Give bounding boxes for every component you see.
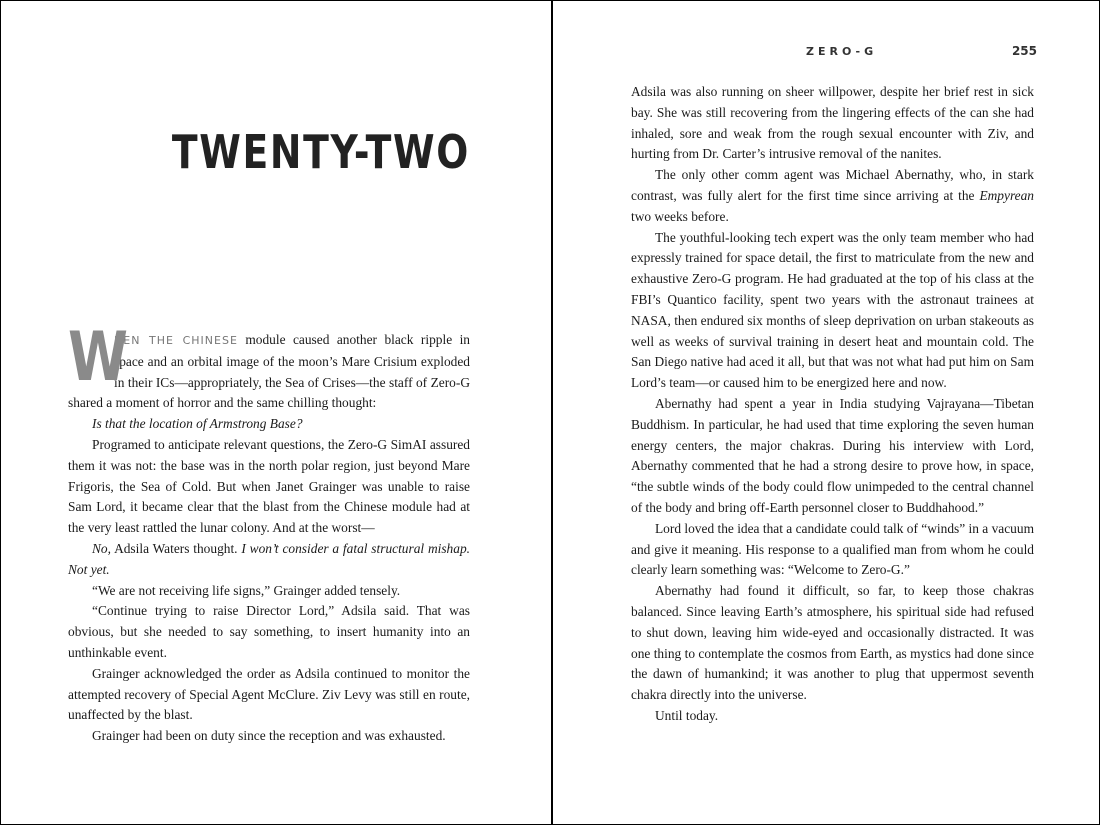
- narration: two weeks before.: [631, 208, 729, 224]
- narration: Adsila Waters thought.: [110, 540, 242, 556]
- drop-cap: W: [68, 318, 129, 397]
- left-body-text: [68, 318, 470, 747]
- page-number: 255: [1011, 44, 1037, 58]
- left-page: [1, 1, 551, 824]
- chapter-title-wrap: [1, 125, 473, 189]
- narration: The only other comm agent was Michael Abernathy, who, in stark contrast, was fully alert for the first time since arriving at the: [631, 167, 1034, 203]
- ship-name: Empyrean: [979, 187, 1034, 203]
- italic-thought: Is that the location of Armstrong Base?: [92, 416, 303, 432]
- opening-paragraph: [68, 318, 470, 414]
- right-body-text: [631, 82, 1034, 727]
- opening-smallcaps: HEN THE CHINESE: [114, 334, 238, 347]
- running-head: ZERO-G: [806, 45, 878, 58]
- paragraph: The youthful-looking tech expert was the only team member who had expressly trained for space detail, the first to matriculate from the new and exhaustive Zero-G program. He had graduated at the top of his class at the FBI’s Quantico facility, spent two years with the astronaut trainees at NASA, then endured six months of sleep deprivation on urban stakeouts as well as weeks of survival training in desert heat and mountain cold. The San Diego native had aced it all, but that was not what had put him on Sam Lord’s team—or caused him to be energized here and now.: [631, 229, 1034, 391]
- paragraph: Grainger had been on duty since the reception and was exhausted.: [92, 728, 446, 744]
- opening-text: module caused another black ripple in space and an orbital image of the moon’s Mare Crisium exploded in their ICs—appropriately, the Sea of Crises—the staff of Zero-G shared a moment of horror and the same chilling thought:: [68, 332, 470, 411]
- paragraph: Adsila was also running on sheer willpower, despite her brief rest in sick bay. She was still recovering from the lingering effects of the can she had inhaled, sore and weak from the rough sexual encounter with Ziv, and hurting from Dr. Carter’s intrusive removal of the nanites.: [631, 84, 1034, 162]
- paragraph: “We are not receiving life signs,” Grainger added tensely.: [92, 582, 401, 598]
- paragraph: [68, 414, 470, 435]
- paragraph: “Continue trying to raise Director Lord,” Adsila said. That was obvious, but she needed to say something, to insert humanity into an unthinkable event.: [68, 603, 470, 660]
- paragraph: Abernathy had found it difficult, so far, to keep those chakras balanced. Since leaving Earth’s atmosphere, his spiritual side had refused to shut down, leaving him wide-eyed and occasionally distracted. It was one thing to contemplate the cosmos from Earth, as mystics had done since the dawn of humankind; it was another to plug that uppermost seventh chakra directly into the universe.: [631, 583, 1034, 703]
- italic-thought: I won’t consider a fatal structural mishap. Not yet.: [68, 540, 470, 577]
- italic-no: No,: [92, 540, 111, 556]
- paragraph: Programed to anticipate relevant questions, the Zero-G SimAI assured them it was not: the base was in the north polar region, just beyond Mare Frigoris, the Sea of Cold. But when Janet Grainger was unable to raise Sam Lord, it became clear that the blast from the Chinese module had at the very least rattled the lunar colony. And at the worst—: [68, 436, 470, 536]
- paragraph: Grainger acknowledged the order as Adsila continued to monitor the attempted recovery of Special Agent McClure. Ziv Levy was still en route, unaffected by the blast.: [68, 665, 470, 723]
- paragraph: [68, 539, 470, 581]
- paragraph: [631, 165, 1034, 227]
- paragraph: Until today.: [655, 707, 719, 723]
- chapter-title: TWENTY-TWO: [171, 125, 470, 179]
- paragraph: Lord loved the idea that a candidate could talk of “winds” in a vacuum and give it meaning. His response to a qualified man from whom he could clearly learn something was: “Welcome to Zero-G.”: [631, 520, 1034, 578]
- paragraph: Abernathy had spent a year in India studying Vajrayana—Tibetan Buddhism. In particular, he had used that time exploring the seven human energy centers, the major chakras. During his interview with Lord, Abernathy commented that he had a strong desire to prove how, in space, “the subtle winds of the body could flow unimpeded to the central channel of the body and bring off-Earth personnel closer to Buddhahood.”: [631, 395, 1034, 515]
- right-page: [551, 1, 1099, 824]
